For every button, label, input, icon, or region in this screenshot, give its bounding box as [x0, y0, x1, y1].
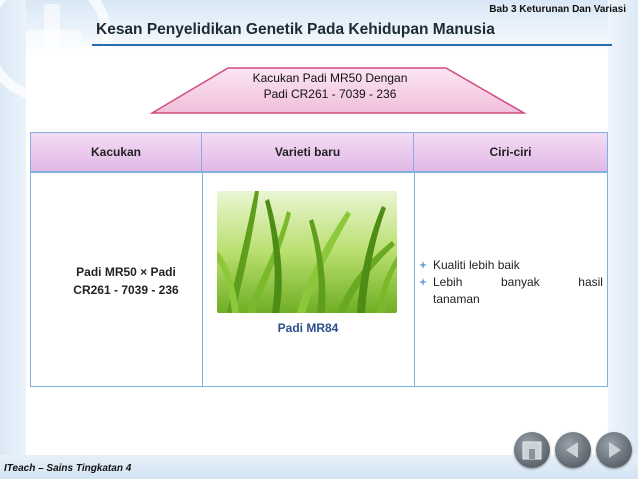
- trait-text-continued: tanaman: [433, 292, 480, 306]
- trait-word: Lebih: [433, 275, 463, 289]
- decorative-logo-bar: [26, 30, 82, 44]
- trait-word: banyak: [500, 275, 540, 289]
- traits-list: [419, 257, 603, 308]
- diamond-bullet-icon: [419, 261, 427, 269]
- trait-item: [419, 274, 603, 308]
- trait-item: [419, 257, 603, 274]
- back-button[interactable]: [555, 432, 591, 468]
- trait-text: Kualiti lebih baik: [433, 258, 520, 272]
- header-varieti-baru: Varieti baru: [202, 133, 414, 171]
- forward-button[interactable]: [596, 432, 632, 468]
- header-divider: [31, 171, 607, 173]
- column-divider: [202, 171, 203, 387]
- column-divider: [414, 171, 415, 387]
- back-arrow-icon: [555, 432, 591, 468]
- comparison-table: [30, 132, 608, 387]
- title-underline: [92, 44, 612, 46]
- diamond-bullet-icon: [419, 278, 427, 286]
- home-button[interactable]: [514, 432, 550, 468]
- header-ciri-ciri: Ciri-ciri: [414, 133, 607, 171]
- trait-line: [433, 274, 603, 291]
- padi-grass-image: [217, 191, 397, 313]
- variety-name: Padi MR84: [277, 321, 339, 335]
- header-kacukan: Kacukan: [31, 133, 202, 171]
- banner-line-2: Padi CR261 - 7039 - 236: [263, 87, 397, 101]
- footer-label: ITeach – Sains Tingkatan 4: [4, 463, 132, 474]
- cross-cell: [51, 263, 201, 299]
- forward-arrow-icon: [596, 432, 632, 468]
- page-title: Kesan Penyelidikan Genetik Pada Kehidupan Manusia: [96, 21, 495, 38]
- chapter-label: Bab 3 Keturunan Dan Variasi: [489, 4, 626, 15]
- banner-line-1: Kacukan Padi MR50 Dengan: [252, 71, 408, 85]
- trait-word: hasil: [578, 275, 603, 289]
- cross-line-1: Padi MR50 × Padi: [76, 265, 176, 279]
- home-icon: [514, 432, 550, 468]
- right-band: [608, 0, 638, 479]
- cross-line-2: CR261 - 7039 - 236: [73, 283, 179, 297]
- banner-text: [205, 70, 455, 102]
